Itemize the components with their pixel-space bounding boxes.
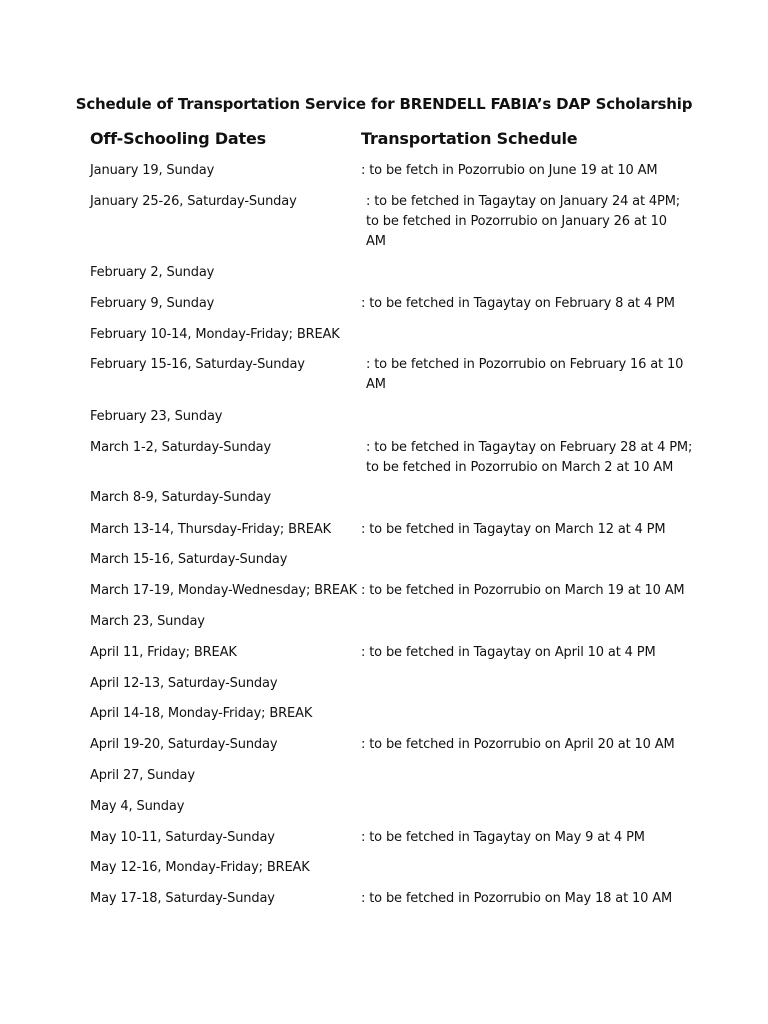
schedule-line: : to be fetched in Tagaytay on March 12 at 4 PM bbox=[361, 522, 666, 537]
schedule-line: : to be fetched in Pozorrubio on March 19 at 10 AM bbox=[361, 583, 685, 598]
schedule-line: : to be fetched in Pozorrubio on April 20 at 10 AM bbox=[361, 737, 675, 752]
transportation-schedule bbox=[361, 735, 681, 755]
schedule-line: : to be fetched in Pozorrubio on February 16 at 10 bbox=[366, 357, 684, 372]
schedule-line: AM bbox=[366, 377, 386, 392]
column-header-schedule: Transportation Schedule bbox=[361, 129, 578, 148]
off-schooling-date: March 17-19, Monday-Wednesday; BREAK bbox=[90, 583, 358, 598]
transportation-schedule bbox=[361, 581, 685, 601]
off-schooling-date: February 2, Sunday bbox=[90, 265, 215, 280]
schedule-line: : to be fetched in Pozorrubio on May 18 at 10 AM bbox=[361, 891, 673, 906]
off-schooling-date: March 23, Sunday bbox=[90, 614, 205, 629]
transportation-schedule bbox=[361, 828, 681, 848]
column-header-dates: Off-Schooling Dates bbox=[90, 129, 266, 148]
off-schooling-date: March 15-16, Saturday-Sunday bbox=[90, 552, 288, 567]
off-schooling-date: March 1-2, Saturday-Sunday bbox=[90, 440, 272, 455]
transportation-schedule bbox=[361, 889, 681, 909]
transportation-schedule bbox=[361, 294, 681, 314]
off-schooling-date: January 25-26, Saturday-Sunday bbox=[90, 194, 297, 209]
off-schooling-date: February 15-16, Saturday-Sunday bbox=[90, 357, 305, 372]
off-schooling-date: February 9, Sunday bbox=[90, 296, 215, 311]
off-schooling-date: February 23, Sunday bbox=[90, 409, 223, 424]
transportation-schedule bbox=[361, 161, 681, 181]
off-schooling-date: May 17-18, Saturday-Sunday bbox=[90, 891, 275, 906]
off-schooling-date: May 4, Sunday bbox=[90, 799, 185, 814]
transportation-schedule bbox=[361, 520, 681, 540]
schedule-line: : to be fetched in Tagaytay on April 10 at 4 PM bbox=[361, 645, 656, 660]
off-schooling-date: May 12-16, Monday-Friday; BREAK bbox=[90, 860, 310, 875]
document-title: Schedule of Transportation Service for BRENDELL FABIA’s DAP Scholarship bbox=[75, 95, 693, 113]
transportation-schedule bbox=[366, 192, 686, 252]
schedule-line: : to be fetch in Pozorrubio on June 19 at 10 AM bbox=[361, 163, 658, 178]
off-schooling-date: March 8-9, Saturday-Sunday bbox=[90, 490, 272, 505]
schedule-line: : to be fetched in Tagaytay on May 9 at 4 PM bbox=[361, 830, 645, 845]
schedule-line: : to be fetched in Tagaytay on February 8 at 4 PM bbox=[361, 296, 675, 311]
off-schooling-date: January 19, Sunday bbox=[90, 163, 215, 178]
off-schooling-date: April 11, Friday; BREAK bbox=[90, 645, 237, 660]
off-schooling-date: February 10-14, Monday-Friday; BREAK bbox=[90, 327, 340, 342]
transportation-schedule bbox=[361, 643, 681, 663]
off-schooling-date: April 27, Sunday bbox=[90, 768, 195, 783]
off-schooling-date: April 19-20, Saturday-Sunday bbox=[90, 737, 278, 752]
transportation-schedule bbox=[366, 355, 686, 395]
schedule-line: to be fetched in Pozorrubio on January 26 at 10 bbox=[366, 214, 667, 229]
schedule-line: : to be fetched in Tagaytay on January 24 at 4PM; bbox=[366, 194, 681, 209]
off-schooling-date: May 10-11, Saturday-Sunday bbox=[90, 830, 275, 845]
off-schooling-date: March 13-14, Thursday-Friday; BREAK bbox=[90, 522, 331, 537]
off-schooling-date: April 12-13, Saturday-Sunday bbox=[90, 676, 278, 691]
schedule-line: : to be fetched in Tagaytay on February 28 at 4 PM; bbox=[366, 440, 693, 455]
off-schooling-date: April 14-18, Monday-Friday; BREAK bbox=[90, 706, 313, 721]
transportation-schedule bbox=[366, 438, 693, 478]
schedule-line: AM bbox=[366, 234, 386, 249]
schedule-line: to be fetched in Pozorrubio on March 2 at 10 AM bbox=[366, 460, 674, 475]
